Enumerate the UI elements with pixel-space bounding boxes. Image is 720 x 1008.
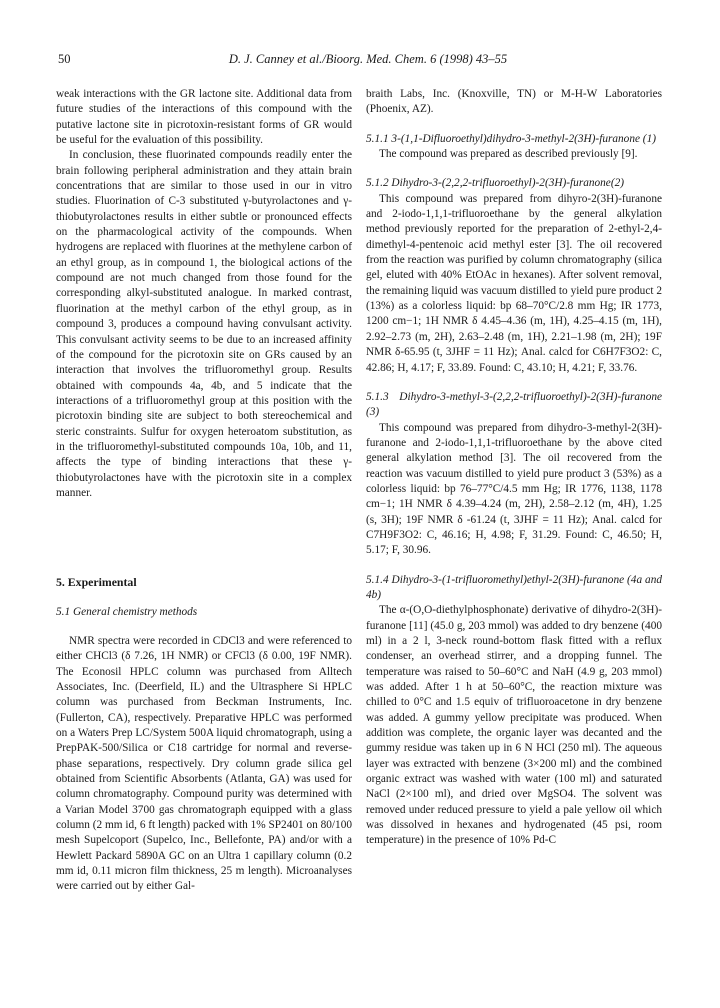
paragraph-general-methods: NMR spectra were recorded in CDCl3 and were referenced to either CHCl3 (δ 7.26, 1H NMR) or CFCl3 (δ 0.00, 19F NMR). The Econosil HPLC column was purchased from Alltech Associates, Inc. (Deerfield, IL) and the Ultrasphere Si HPLC column was purchased from Beckman Instruments, Inc. (Fullerton, CA), respectively. Preparative HPLC was performed on a Waters Prep LC/System 500A liquid chromatograph, using a PrepPAK-500/Silica or C18 cartridge for normal and reverse-phase separations, respectively. Dry column grade silica gel obtained from Scientific Absorbents (Atlanta, GA) was used for column chromatography. Compound purity was determined with a Varian Model 3700 gas chromatograph equipped with a glass column (2 mm id, 6 ft length) packed with 1% SP2401 on 80/100 mesh Supelcoport (Supelco, Inc., Bellefonte, PA) and/or with a Hewlett Packard 5890A GC on an Ultra 1 capillary column (0.2 mm id, 0.11 micron film thickness, 25 m length). Microanalyses were carried out by either Gal- [56, 634, 352, 893]
paragraph-513: This compound was prepared from dihydro-3-methyl-2(3H)-furanone and 2-iodo-1,1,1-trifluoroethane by the above cited general alkylation method [3]. The oil recovered from the reaction was vacuum distilled to yield pure product 3 (53%) as a colorless liquid: bp 76–77°C/4.5 mm Hg; IR 1776, 1138, 1178 cm−1; 1H NMR δ 4.39–4.24 (m, 2H), 2.58–2.12 (m, 4H), 1.25 (s, 3H); 19F NMR δ -61.24 (t, 3JHF = 11 Hz); Anal. calcd for C7H9F3O2: C, 46.16; H, 4.98; F, 31.29. Found: C, 46.50; H, 5.17; F, 30.96. [366, 421, 662, 557]
running-header [58, 52, 678, 68]
paragraph-512: This compound was prepared from dihyro-2(3H)-furanone and 2-iodo-1,1,1-trifluoroethane by the general alkylation method previously reported for the preparation of 2-ethyl-2,4-dimethyl-4-pentenoic acid methyl ester [3]. The oil recovered from the reaction was purified by column chromatography (silica gel, eluted with 40% EtOAc in hexanes). After solvent removal, the remaining liquid was vacuum distilled to yield pure product 2 (13%) as a colorless liquid: bp 68–70°C/2.8 mm Hg; IR 1773, 1200 cm−1; 1H NMR δ 4.45–4.36 (m, 1H), 4.25–4.15 (m, 1H), 2.92–2.73 (m, 2H), 2.63–2.48 (m, 1H), 2.21–1.98 (m, 2H); 19F NMR δ-65.95 (t, 3JHF = 11 Hz); Anal. calcd for C6H7F3O2: C, 42.86; H, 4.17; F, 33.89. Found: C, 43.10; H, 4.21; F, 33.76. [366, 192, 662, 374]
page-number: 50 [58, 52, 71, 66]
section-heading-experimental: 5. Experimental [56, 575, 137, 590]
subsection-heading-513: 5.1.3 Dihydro-3-methyl-3-(2,2,2-trifluoroethyl)-2(3H)-furanone (3) [366, 390, 662, 419]
paragraph-511: The compound was prepared as described previously [9]. [379, 148, 638, 161]
subsection-heading-general-methods: 5.1 General chemistry methods [56, 605, 198, 618]
left-column [56, 87, 352, 895]
journal-citation: D. J. Canney et al./Bioorg. Med. Chem. 6 (1998) 43–55 [228, 52, 508, 66]
subsection-heading-514: 5.1.4 Dihydro-3-(1-trifluoromethyl)ethyl-2(3H)-furanone (4a and 4b) [366, 573, 662, 601]
paragraph-continued-right: braith Labs, Inc. (Knoxville, TN) or M-H-W Laboratories (Phoenix, AZ). [366, 88, 662, 116]
right-column [366, 87, 662, 849]
subsection-heading-511: 5.1.1 3-(1,1-Difluoroethyl)dihydro-3-methyl-2(3H)-furanone (1) [366, 132, 656, 145]
paragraph-continued: weak interactions with the GR lactone site. Additional data from future studies of the interactions of this compound with the putative lactone site in picrotoxin-resistant forms of GR would be useful for the evaluation of this possibility. [56, 88, 352, 147]
paragraph-514: The α-(O,O-diethylphosphonate) derivative of dihydro-2(3H)-furanone [11] (45.0 g, 203 mmol) was added to dry benzene (400 ml) in a 2 l, 3-neck round-bottom flask fitted with a reflux condenser, an overhead stirrer, and a dropping funnel. The temperature was raised to 50–60°C and NaH (4.9 g, 203 mmol) was added. After 1 h at 50–60°C, the reaction mixture was chilled to 0°C and 1.5 equiv of trifluoroacetone in dry benzene was added. A gummy yellow precipitate was produced. When addition was complete, the organic layer was decanted and the gummy residue was taken up in 6 N HCl (250 ml). The aqueous layer was extracted with benzene (3×200 ml) and the combined organic extract was washed with water (100 ml) and saturated NaCl (2×100 ml), and dried over MgSO4. The solvent was removed under reduced pressure to yield a pale yellow oil which was dissolved in hexanes and hydrogenated (45 psi, room temperature) in the presence of 10% Pd-C [366, 604, 662, 847]
subsection-heading-512: 5.1.2 Dihydro-3-(2,2,2-trifluoroethyl)-2(3H)-furanone(2) [366, 177, 624, 190]
paragraph-conclusion: In conclusion, these fluorinated compounds readily enter the brain following peripheral administration and they attain brain concentrations that are similar to those used in our in vitro studies. Fluorination of C-3 substituted γ-butyrolactones and γ-thiobutyrolactones results in either subtle or pronounced effects on the pharmacological activity of the compounds. When hydrogens are replaced with fluorines at the methylene carbon of an ethyl group, as in compound 1, the biological actions of the compound are not much changed from those found for the corresponding alkyl-substituted analogue. In marked contrast, fluorination at the methyl carbon of the ethyl group, as in compound 3, produces a compound having convulsant activity. This convulsant activity seems to be due to an increased affinity of the compound for the picrotoxin site on GRs caused by an interaction that involves the trifluoromethyl group. Results obtained with compounds 4a, 4b, and 5 indicate that the interactions of a trifluoromethyl group at this position with the picrotoxin binding site are subject to both stereochemical and steric constraints. Sulfur for oxygen heteroatom substitution, as in the trifluoromethyl-substituted compounds 10a, 10b, and 11, affects the type of binding interactions that these γ-thiobutyrolactones have with the picrotoxin site in a complex manner. [56, 149, 352, 499]
